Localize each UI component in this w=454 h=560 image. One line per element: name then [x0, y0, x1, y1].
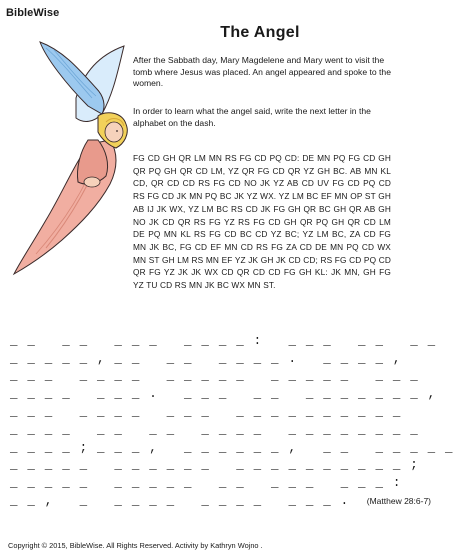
- answer-line[interactable]: _ _ _ _ _ _ _ _ _ _ _ _ _ _ _ _ _ _ _ _: [10, 404, 402, 419]
- answer-line[interactable]: _ _ _ _ _ _ _ _ _ _ _ _ _ _ _ _ _ _ _ _ _ ;: [10, 458, 419, 473]
- answer-line[interactable]: _ _ , _ _ _ _ _ _ _ _ _ _ _ _ .: [10, 493, 350, 508]
- answer-line[interactable]: _ _ _ _ _ _ _ _ _ _ _ _ _ _ _ _ _ _ _ _: [10, 369, 419, 384]
- intro-paragraph: After the Sabbath day, Mary Magdelene and Mary went to visit the tomb where Jesus was placed. An angel appeared and spoke to the women.: [133, 55, 391, 89]
- instructions-paragraph: In order to learn what the angel said, write the next letter in the alphabet on the dash.: [133, 106, 371, 128]
- copyright-footer: Copyright © 2015, BibleWise. All Rights Reserved. Activity by Kathryn Wojno .: [8, 541, 263, 550]
- answer-line[interactable]: _ _ _ _ _ _ _ _ _ _ _ _ _ _ _ _ _ _ _ _: [10, 422, 419, 437]
- angel-hands: [84, 177, 100, 187]
- answer-line[interactable]: _ _ _ _ _ _ _ _ _ _ _ : _ _ _ _ _ _ _: [10, 333, 437, 348]
- answer-area: [10, 315, 454, 511]
- angel-illustration: [6, 40, 136, 276]
- answer-line[interactable]: _ _ _ _ _ _ _ _ _ _ _ _ _ _ _ _ _ _ :: [10, 476, 402, 491]
- angel-face: [105, 122, 123, 142]
- brand-logo: BibleWise: [6, 7, 60, 19]
- answer-line[interactable]: _ _ _ _ _ , _ _ _ _ _ _ _ _ . _ _ _ _ ,: [10, 351, 402, 366]
- answer-line[interactable]: _ _ _ _ ; _ _ _ , _ _ _ _ _ _ , _ _ _ _ _ _ _: [10, 440, 454, 455]
- answer-line[interactable]: _ _ _ _ _ _ _ . _ _ _ _ _ _ _ _ _ _ _ _ ,: [10, 387, 437, 402]
- page-title: The Angel: [220, 24, 300, 41]
- scripture-reference: (Matthew 28:6-7): [366, 495, 432, 506]
- cipher-text: FG CD GH QR LM MN RS FG CD PQ CD: DE MN PQ FG CD GH QR PQ GH QR CD LM, YZ QR FG CD QR YZ GH BC. AB MN KL CD, QR CD CD RS FG CD NO JK YZ AB CD UV FG CD PQ CD RS FG CD JK MN PQ BC JK YZ WX. YZ LM BC EF MN OP ST GH AB IJ JK WX, YZ LM BC RS CD JK FG GH QR BC GH QR AB GH NO JK CD QR RS FG YZ RS FG CD GH QR PQ GH QR CD LM DE PQ MN KL RS FG CD BC CD YZ BC; YZ LM BC, ZA CD FG MN JK BC, FG CD EF MN CD RS FG ZA CD DE MN PQ CD WX MN ST GH LM RS MN EF YZ JK GH JK CD CD; RS FG CD PQ CD QR FG YZ JK JK WX CD QR CD CD FG GH KL: JK MN, GH FG YZ TU CD RS MN JK BC WX MN ST.: [133, 153, 391, 291]
